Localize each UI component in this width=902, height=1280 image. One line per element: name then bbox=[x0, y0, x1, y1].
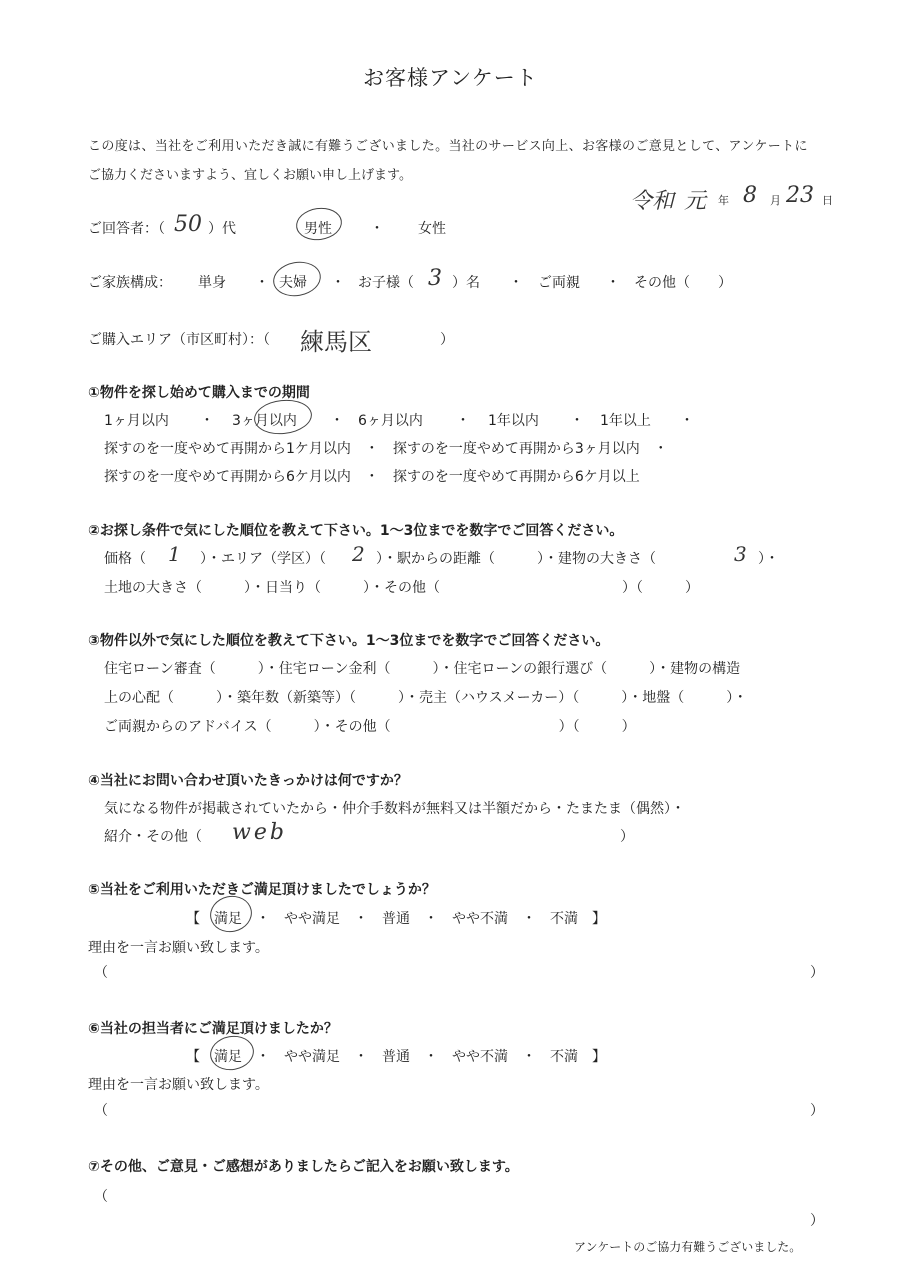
distance-size-label: ）・駅からの距離（ ）・建物の大きさ（ bbox=[376, 551, 656, 567]
respondent-age-suffix: ）代 bbox=[208, 221, 236, 237]
question-1-row-3[interactable]: 探すのを一度やめて再開から6ケ月以内 ・ 探すのを一度やめて再開から6ケ月以上 bbox=[104, 469, 640, 485]
reason-open: （ bbox=[94, 1103, 108, 1119]
family-label: ご家族構成： bbox=[88, 275, 172, 291]
price-rank[interactable]: 1 bbox=[168, 542, 181, 566]
reason-label: 理由を一言お願い致します。 bbox=[88, 940, 269, 956]
area-value[interactable]: 練馬区 bbox=[300, 328, 372, 356]
intro-line-1: この度は、当社をご利用いただき誠に有難うございました。当社のサービス向上、お客様のご意見として、アンケートに bbox=[88, 139, 808, 154]
children-suffix: ）名 bbox=[452, 275, 480, 291]
area-label: ご購入エリア（市区町村）：（ bbox=[88, 332, 270, 348]
referral-other-label: 紹介・その他（ bbox=[104, 829, 202, 845]
staff-satisfaction-options[interactable]: 【 満足 ・ やや満足 ・ 普通 ・ やや不満 ・ 不満 】 bbox=[186, 1049, 606, 1065]
separator-dot: ・ bbox=[255, 275, 269, 291]
other-value[interactable]: web bbox=[232, 820, 287, 845]
date-year: 元 bbox=[684, 189, 707, 214]
children-prefix: お子様（ bbox=[358, 275, 414, 291]
footer-thanks: アンケートのご協力有難うございました。 bbox=[574, 1240, 802, 1254]
selection-circle bbox=[252, 397, 313, 437]
selection-circle bbox=[294, 205, 344, 243]
option-female[interactable]: 女性 bbox=[418, 221, 446, 237]
question-3-row-1: 住宅ローン審査（ ）・住宅ローン金利（ ）・住宅ローンの銀行選び（ ）・建物の構造 bbox=[104, 661, 741, 677]
question-2-row-2: 土地の大きさ（ ）・日当り（ ）・その他（ ）（ ） bbox=[104, 580, 699, 596]
date-month: 8 bbox=[743, 183, 757, 208]
price-label: 価格（ bbox=[104, 551, 146, 567]
question-4-row-1[interactable]: 気になる物件が掲載されていたから・仲介手数料が無料又は半額だから・たまたま（偶然）・ bbox=[104, 801, 685, 817]
selection-circle bbox=[270, 258, 323, 300]
date-era: 令和 bbox=[630, 189, 675, 214]
satisfaction-options[interactable]: 【 満足 ・ やや満足 ・ 普通 ・ やや不満 ・ 不満 】 bbox=[186, 911, 606, 927]
area-close: ） bbox=[440, 332, 454, 348]
area-school-label: ）・エリア（学区）（ bbox=[200, 551, 326, 567]
reason-close: ） bbox=[810, 965, 824, 981]
size-rank[interactable]: 3 bbox=[734, 542, 747, 566]
separator-dot: ・ bbox=[509, 275, 523, 291]
comment-open: （ bbox=[94, 1189, 108, 1205]
separator-dot: ・ bbox=[200, 413, 214, 429]
question-3-title: ③物件以外で気にした順位を教えて下さい。1～3位までを数字でご回答ください。 bbox=[88, 633, 610, 649]
area-rank[interactable]: 2 bbox=[352, 542, 365, 566]
row-end: ）・ bbox=[758, 551, 779, 567]
date-month-unit: 月 bbox=[770, 194, 781, 207]
reason-open: （ bbox=[94, 965, 108, 981]
date-day: 23 bbox=[786, 183, 814, 208]
option-male[interactable]: 男性 bbox=[304, 221, 332, 237]
respondent-label: ご回答者：（ bbox=[88, 221, 165, 237]
question-5-title: ⑤当社をご利用いただきご満足頂けましたでしょうか？ bbox=[88, 882, 436, 898]
question-1-title: ①物件を探し始めて購入までの期間 bbox=[88, 385, 310, 401]
question-3-row-2: 上の心配（ ）・築年数（新築等）（ ）・売主（ハウスメーカー）（ ）・地盤（ ）・ bbox=[104, 690, 748, 706]
option-single[interactable]: 単身 bbox=[198, 275, 226, 291]
separator-dot: ・ bbox=[680, 413, 694, 429]
comment-close: ） bbox=[810, 1213, 824, 1229]
page-title: お客様アンケート bbox=[363, 66, 538, 90]
separator-dot: ・ bbox=[370, 221, 384, 237]
option-1-year[interactable]: 1年以内 bbox=[488, 413, 539, 429]
respondent-age[interactable]: 50 bbox=[174, 212, 202, 237]
question-1-row-2[interactable]: 探すのを一度やめて再開から1ケ月以内 ・ 探すのを一度やめて再開から3ヶ月以内 ・ bbox=[104, 441, 668, 457]
reason-label: 理由を一言お願い致します。 bbox=[88, 1077, 269, 1093]
option-couple[interactable]: 夫婦 bbox=[279, 275, 307, 291]
question-4-title: ④当社にお問い合わせ頂いたきっかけは何ですか？ bbox=[88, 773, 408, 789]
separator-dot: ・ bbox=[570, 413, 584, 429]
option-6-months[interactable]: 6ヶ月以内 bbox=[358, 413, 423, 429]
option-other[interactable]: その他（ ） bbox=[634, 275, 732, 291]
option-3-months[interactable]: 3ヶ月以内 bbox=[232, 413, 297, 429]
separator-dot: ・ bbox=[606, 275, 620, 291]
other-close: ） bbox=[620, 829, 634, 845]
selection-circle bbox=[207, 1032, 256, 1073]
reason-close: ） bbox=[810, 1103, 824, 1119]
separator-dot: ・ bbox=[456, 413, 470, 429]
option-over-1-year[interactable]: 1年以上 bbox=[600, 413, 651, 429]
separator-dot: ・ bbox=[330, 413, 344, 429]
children-count[interactable]: 3 bbox=[428, 266, 442, 291]
date-year-unit: 年 bbox=[718, 194, 729, 207]
question-2-title: ②お探し条件で気にした順位を教えて下さい。1～3位までを数字でご回答ください。 bbox=[88, 523, 624, 539]
option-parents[interactable]: ご両親 bbox=[538, 275, 580, 291]
date-day-unit: 日 bbox=[822, 194, 833, 207]
intro-line-2: ご協力くださいますよう、宜しくお願い申し上げます。 bbox=[88, 168, 412, 183]
question-6-title: ⑥当社の担当者にご満足頂けましたか？ bbox=[88, 1021, 338, 1037]
question-3-row-3: ご両親からのアドバイス（ ）・その他（ ）（ ） bbox=[104, 719, 636, 735]
question-7-title: ⑦その他、ご意見・ご感想がありましたらご記入をお願い致します。 bbox=[88, 1159, 519, 1175]
option-1-month[interactable]: 1ヶ月以内 bbox=[104, 413, 169, 429]
separator-dot: ・ bbox=[331, 275, 345, 291]
